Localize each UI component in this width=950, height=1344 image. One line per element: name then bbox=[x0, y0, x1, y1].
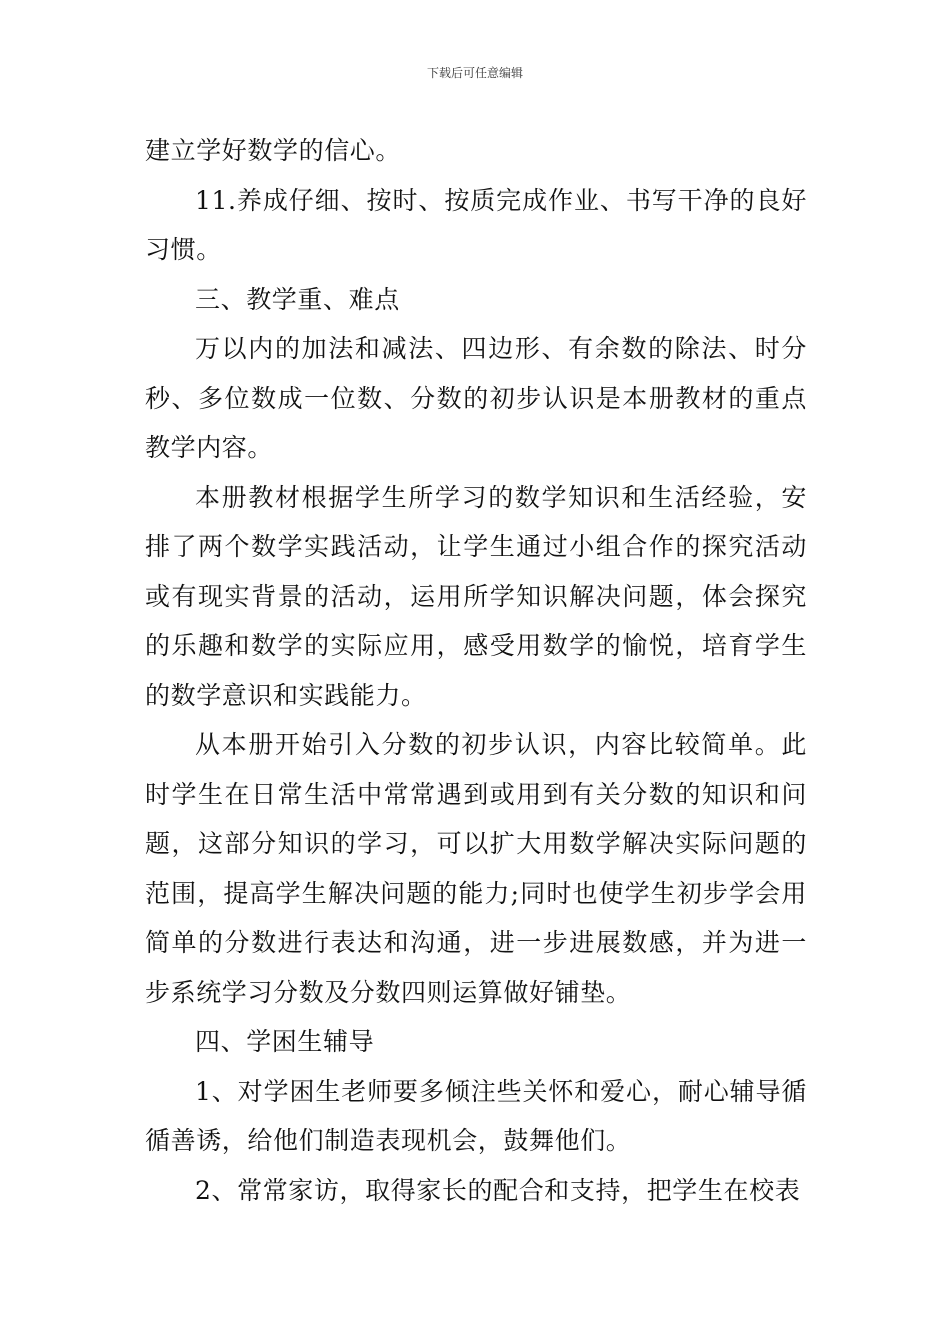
section-heading-3: 三、教学重、难点 bbox=[195, 284, 400, 314]
paragraph-2: 11.养成仔细、按时、按质完成作业、书写干净的良好习惯。 bbox=[145, 185, 807, 264]
paragraph-6: 从本册开始引入分数的初步认识，内容比较简单。此时学生在日常生活中常常遇到或用到有关分数的知识和问题，这部分知识的学习，可以扩大用数学解决实际问题的范围，提高学生解决问题的能力;同时也使学生初步学会用简单的分数进行表达和沟通，进一步进展数感，并为进一步系统学习分数及分数四则运算做好铺垫。 bbox=[145, 730, 807, 1007]
section-heading-4: 四、学困生辅导 bbox=[195, 1027, 375, 1056]
paragraph-1: 建立学好数学的信心。 bbox=[145, 136, 402, 165]
paragraph-8: 1、对学困生老师要多倾注些关怀和爱心，耐心辅导循循善诱，给他们制造表现机会，鼓舞他们。 bbox=[145, 1076, 807, 1155]
page-header-note: 下载后可任意编辑 bbox=[426, 66, 523, 80]
paragraph-5: 本册教材根据学生所学习的数学知识和生活经验，安排了两个数学实践活动，让学生通过小组合作的探究活动或有现实背景的活动，运用所学知识解决问题，体会探究的乐趣和数学的实际应用，感受用数学的愉悦，培育学生的数学意识和实践能力。 bbox=[145, 482, 807, 710]
document-body bbox=[145, 126, 807, 1215]
paragraph-9: 2、常常家访，取得家长的配合和支持，把学生在校表 bbox=[195, 1175, 801, 1205]
paragraph-4: 万以内的加法和减法、四边形、有余数的除法、时分秒、多位数成一位数、分数的初步认识是本册教材的重点教学内容。 bbox=[145, 334, 807, 462]
